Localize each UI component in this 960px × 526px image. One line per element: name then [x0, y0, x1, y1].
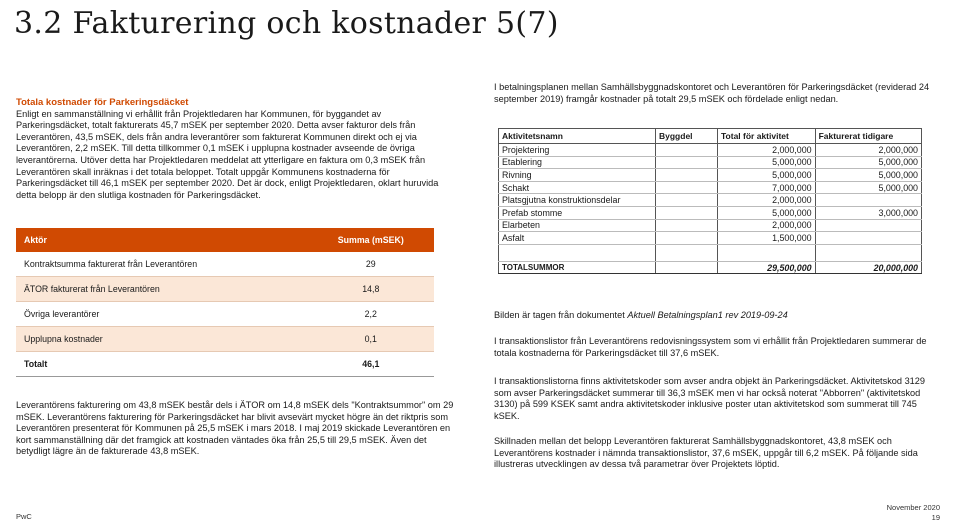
- table-row: [16, 252, 434, 277]
- payment-plan-table: [498, 128, 922, 274]
- col-header-activity: Aktivitetsnamn: [499, 129, 656, 144]
- activity-name: Rivning: [499, 169, 656, 182]
- row-label: Kontraktsumma fakturerat från Leverantören: [16, 252, 308, 277]
- row-label: ÄTOR fakturerat från Leverantören: [16, 277, 308, 302]
- activity-total: 5,000,000: [718, 206, 816, 219]
- intro-paragraph: Enligt en sammanställning vi erhållit från Projektledaren har Kommunen, för byggandet av Parkeringsdäcket, totalt fakturerats 45,7 mSEK per september 2020. Detta avser fakturor dels från Leverantören, 43,5 mSEK, dels från andra leverantörer som fakturerat Kommunen direkt och ej via Leverantören, 2,2 mSEK. Till detta tillkommer 0,1 mSEK i upplupna kostnader avseende de övriga leverantörerna. Utöver detta har Projektledaren meddelat att ytterligare en faktura om 0,3 mSEK från Leverantören skall inräknas i det totala beloppet. Totalt uppgår Kommunens kostnaderna för Parkeringsdäcket till 46,1 mSEK per september 2020. Det är dock, enligt Projektledaren, oklart huruvida detta belopp är den slutliga kostnaden för Parkeringsdäcket.: [16, 108, 439, 200]
- activity-invoiced: 5,000,000: [815, 169, 921, 182]
- table-total-row: [16, 352, 434, 377]
- building-part: [656, 219, 718, 232]
- right-intro-paragraph: I betalningsplanen mellan Samhällsbyggnadskontoret och Leverantören för Parkeringsdäcket (reviderad 24 september 2019) framgår kostnader på totalt 29,5 mSEK och fördelade enligt nedan.: [494, 82, 930, 104]
- building-part: [656, 169, 718, 182]
- building-part: [656, 206, 718, 219]
- left-bottom-paragraph: Leverantörens fakturering om 43,8 mSEK består dels i ÄTOR om 14,8 mSEK dels "Kontraktsummor" om 29 mSEK. Leverantörens fakturering för Parkeringsdäcket har blivit avsevärt mycket högre än det riktpris som Leverantören presenterat för Kommunen på 25,5 mSEK i mars 2018. I maj 2019 skickade Leverantören en kort sammanställning där det framgick att kostnaden väntades öka från 25,5 till 29,5 mSEK. Även det betydligt lägre än de fakturerade 43,8 mSEK.: [16, 400, 454, 457]
- row-value: 2,2: [308, 302, 434, 327]
- total-invoiced: 20,000,000: [815, 261, 921, 274]
- activity-invoiced: [815, 219, 921, 232]
- activity-invoiced: 2,000,000: [815, 144, 921, 157]
- row-value: 0,1: [308, 327, 434, 352]
- col-header-total: Total för aktivitet: [718, 129, 816, 144]
- page-number: 19: [931, 513, 940, 522]
- col-header-invoiced: Fakturerat tidigare: [815, 129, 921, 144]
- activity-total: 7,000,000: [718, 181, 816, 194]
- activity-total: 2,000,000: [718, 144, 816, 157]
- table-row: [499, 169, 922, 182]
- row-label: Övriga leverantörer: [16, 302, 308, 327]
- cost-summary-table: [16, 228, 434, 377]
- activity-invoiced: 5,000,000: [815, 181, 921, 194]
- difference-paragraph: Skillnaden mellan det belopp Leverantören fakturerat Samhällsbyggnadskontoret, 43,8 mSEK och Leverantörens kostnader i nämnda transaktionslistor, 37,6 mSEK, uppgår till 6,2 mSEK. På följande sida illustreras utvecklingen av dessa två parametrar över Projektets löptid.: [494, 436, 918, 470]
- activity-invoiced: 5,000,000: [815, 156, 921, 169]
- building-part: [656, 144, 718, 157]
- table-row: [16, 327, 434, 352]
- table-row: [16, 302, 434, 327]
- col-header-sum: Summa (mSEK): [308, 228, 434, 252]
- col-header-actor: Aktör: [16, 228, 308, 252]
- table-row: [16, 277, 434, 302]
- activity-total: 1,500,000: [718, 232, 816, 245]
- table-spacer-row: [499, 244, 922, 261]
- row-value: 29: [308, 252, 434, 277]
- building-part: [656, 194, 718, 207]
- table-row: [499, 206, 922, 219]
- source-document: Aktuell Betalningsplan1 rev 2019-09-24: [627, 310, 788, 320]
- table-header-row: [499, 129, 922, 144]
- activity-name: Schakt: [499, 181, 656, 194]
- table-header-row: [16, 228, 434, 252]
- total-sum: 29,500,000: [718, 261, 816, 274]
- section-subheading: Totala kostnader för Parkeringsdäcket: [16, 97, 189, 108]
- activity-total: 2,000,000: [718, 194, 816, 207]
- building-part: [656, 156, 718, 169]
- activity-name: Elarbeten: [499, 219, 656, 232]
- col-header-building-part: Byggdel: [656, 129, 718, 144]
- building-part: [656, 181, 718, 194]
- table-row: [499, 219, 922, 232]
- activity-name: Etablering: [499, 156, 656, 169]
- source-prefix: Bilden är tagen från dokumentet: [494, 310, 625, 320]
- activity-name: Platsgjutna konstruktionsdelar: [499, 194, 656, 207]
- building-part: [656, 232, 718, 245]
- activity-total: 5,000,000: [718, 156, 816, 169]
- footer-info: [887, 503, 940, 523]
- activity-invoiced: 3,000,000: [815, 206, 921, 219]
- total-label: TOTALSUMMOR: [499, 261, 656, 274]
- row-label: Upplupna kostnader: [16, 327, 308, 352]
- activity-name: Asfalt: [499, 232, 656, 245]
- transaction-paragraph: I transaktionslistor från Leverantörens redovisningssystem som vi erhållit från Projektledaren summerar de totala kostnaderna för Parkeringsdäcket till 37,6 mSEK.: [494, 336, 927, 358]
- table-row: [499, 156, 922, 169]
- activity-invoiced: [815, 194, 921, 207]
- table-total-row: [499, 261, 922, 274]
- activity-total: 5,000,000: [718, 169, 816, 182]
- table-row: [499, 194, 922, 207]
- source-note: [494, 310, 944, 322]
- table-row: [499, 232, 922, 245]
- activity-name: Projektering: [499, 144, 656, 157]
- table-row: [499, 181, 922, 194]
- brand-label: PwC: [16, 512, 32, 521]
- activity-total: 2,000,000: [718, 219, 816, 232]
- row-value: 14,8: [308, 277, 434, 302]
- activity-invoiced: [815, 232, 921, 245]
- activity-code-paragraph: I transaktionslistorna finns aktivitetskoder som avser andra objekt än Parkeringsdäcket. Aktivitetskod 3129 som avser Parkeringsdäcket summerar till 36,3 mSEK men vi har också noterat "Abborren" (aktivitetskod 3130) på 599 KSEK samt andra aktivitetskoder inklusive poster utan aktivitetskod som summerat till 745 kSEK.: [494, 376, 926, 421]
- building-part: [656, 261, 718, 274]
- row-value: 46,1: [308, 352, 434, 377]
- footer-date: November 2020: [886, 503, 940, 512]
- row-label: Totalt: [16, 352, 308, 377]
- table-row: [499, 144, 922, 157]
- left-intro: [16, 97, 456, 201]
- activity-name: Prefab stomme: [499, 206, 656, 219]
- page-title: 3.2 Fakturering och kostnader 5(7): [14, 6, 559, 41]
